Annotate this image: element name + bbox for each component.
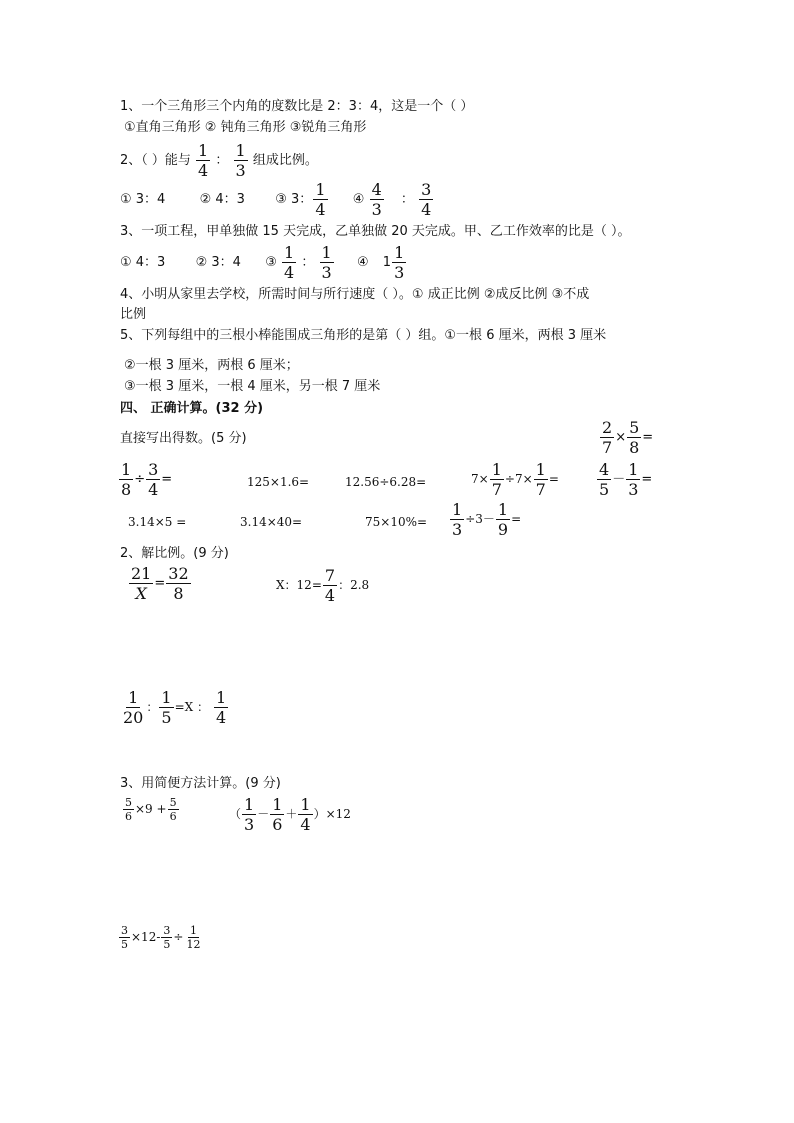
fraction: $\frac{1}{3}$ <box>244 795 255 834</box>
fraction: $\frac{1}{4}$ <box>315 180 326 219</box>
question-5-line-1: 5、下列每组中的三根小棒能围成三角形的是第（ ）组。①一根 6 厘米，两根 3 厘米 <box>120 328 607 343</box>
option-2: ② 3：4 <box>195 255 241 270</box>
option-3: ③ 3： $\frac{1}{4}$ <box>275 180 326 219</box>
question-3-stem: 3、一项工程，甲单独做 15 天完成，乙单独做 20 天完成。甲、乙工作效率的比是（ ）。 <box>120 224 631 239</box>
expression-1: $\frac{2}{7}$ × $\frac{5}{8}$ = <box>602 418 654 457</box>
fraction: $\frac{1}{6}$ <box>272 795 283 834</box>
calculation-3: $\frac{3}{5}$ ×12- $\frac{3}{5}$ ÷ $\frac{1}{12}$ <box>121 924 201 951</box>
expression-4: 12.56÷6.28= <box>345 475 427 489</box>
proportion-3: $\frac{1}{20}$ ： $\frac{1}{5}$ =X ： $\frac{1}{4}$ <box>123 688 227 727</box>
question-2-stem: 2、（ ）能与 $\frac{1}{4}$ ： $\frac{1}{3}$ 组成比例。 <box>120 141 318 180</box>
calculation-2: （ $\frac{1}{3}$ － $\frac{1}{6}$ ＋ $\frac{1}{4}$ ）×12 <box>229 795 351 834</box>
question-2-options <box>120 180 434 219</box>
question-2-suffix: 组成比例。 <box>252 153 318 168</box>
expression-8: 3.14×40= <box>240 515 303 529</box>
question-2-prefix: 2、（ ）能与 <box>120 153 191 168</box>
fraction: $\frac{1}{4}$ <box>284 243 295 282</box>
fraction: $\frac{1}{8}$ <box>121 460 132 499</box>
fraction: $\frac{4}{3}$ <box>371 180 382 219</box>
option-4: ④ $\frac{4}{3}$ ： $\frac{3}{4}$ <box>352 180 432 219</box>
question-1-options: ①直角三角形 ② 钝角三角形 ③锐角三角形 <box>124 120 367 135</box>
question-1-stem: 1、一个三角形三个内角的度数比是 2：3：4，这是一个（ ） <box>120 99 474 114</box>
fraction: $\frac{1}{4}$ <box>198 141 209 180</box>
fraction: $\frac{1}{3}$ <box>628 460 639 499</box>
question-4-line-2: 比例 <box>120 307 147 322</box>
option-3: ③ $\frac{1}{4}$ ： $\frac{1}{3}$ <box>265 243 332 282</box>
fraction: $\frac{4}{5}$ <box>599 460 610 499</box>
fraction: $\frac{1}{12}$ <box>186 924 201 951</box>
proportion-2: X：12= $\frac{7}{4}$ ：2.8 <box>276 566 370 605</box>
fraction: $\frac{3}{4}$ <box>148 460 159 499</box>
fraction: $\frac{1}{3}$ <box>321 243 332 282</box>
expression-3: 125×1.6= <box>247 475 310 489</box>
fraction: $\frac{21}{X}$ <box>131 564 152 603</box>
fraction: $\frac{7}{4}$ <box>324 566 336 605</box>
fraction: $\frac{3}{5}$ <box>163 924 171 951</box>
section-4-title: 四、 正确计算。(32 分) <box>120 401 264 416</box>
question-5-line-3: ③一根 3 厘米，一根 4 厘米，另一根 7 厘米 <box>124 379 381 394</box>
fraction: $\frac{1}{9}$ <box>497 500 509 539</box>
fraction: $\frac{1}{7}$ <box>491 460 502 499</box>
question-4-line-1: 4、小明从家里去学校，所需时间与所行速度（ ）。① 成正比例 ②成反比例 ③不成 <box>120 287 590 302</box>
fraction: $\frac{3}{5}$ <box>121 924 128 951</box>
fraction: $\frac{1}{3}$ <box>394 243 405 282</box>
fraction: $\frac{1}{3}$ <box>235 141 246 180</box>
calculation-1: $\frac{5}{6}$ ×9 + $\frac{5}{6}$ <box>125 796 177 823</box>
expression-10: $\frac{1}{3}$ ÷3－ $\frac{1}{9}$ = <box>452 500 522 539</box>
expression-5: 7× $\frac{1}{7}$ ÷7× $\frac{1}{7}$ = <box>471 460 559 499</box>
fraction: $\frac{2}{7}$ <box>602 418 613 457</box>
option-2: ② 4：3 <box>199 192 245 207</box>
expression-7: 3.14×5 = <box>128 515 187 529</box>
part-1-title: 直接写出得数。(5 分) <box>120 431 247 446</box>
fraction: $\frac{5}{6}$ <box>125 796 132 823</box>
fraction: $\frac{1}{7}$ <box>535 460 546 499</box>
part-2-title: 2、解比例。(9 分) <box>120 546 229 561</box>
fraction: $\frac{1}{4}$ <box>300 795 311 834</box>
part-3-title: 3、用简便方法计算。(9 分) <box>120 776 281 791</box>
question-5-line-2: ②一根 3 厘米，两根 6 厘米； <box>124 358 299 373</box>
fraction: $\frac{1}{4}$ <box>215 688 227 727</box>
expression-6: $\frac{4}{5}$ － $\frac{1}{3}$ = <box>599 460 653 499</box>
option-1: ① 4：3 <box>120 255 166 270</box>
fraction: $\frac{1}{20}$ <box>123 688 144 727</box>
question-3-options <box>120 243 407 282</box>
option-4: ④ 1 $\frac{1}{3}$ <box>357 243 405 282</box>
option-1: ① 3：4 <box>120 192 166 207</box>
fraction: $\frac{32}{8}$ <box>168 564 189 603</box>
expression-2: $\frac{1}{8}$ ÷ $\frac{3}{4}$ = <box>121 460 173 499</box>
fraction: $\frac{5}{6}$ <box>169 796 177 823</box>
expression-9: 75×10%= <box>365 515 428 529</box>
fraction: $\frac{5}{8}$ <box>629 418 640 457</box>
fraction: $\frac{3}{4}$ <box>421 180 432 219</box>
fraction: $\frac{1}{3}$ <box>452 500 463 539</box>
fraction: $\frac{1}{5}$ <box>161 688 172 727</box>
proportion-1: $\frac{21}{X}$ = $\frac{32}{8}$ <box>131 564 189 603</box>
